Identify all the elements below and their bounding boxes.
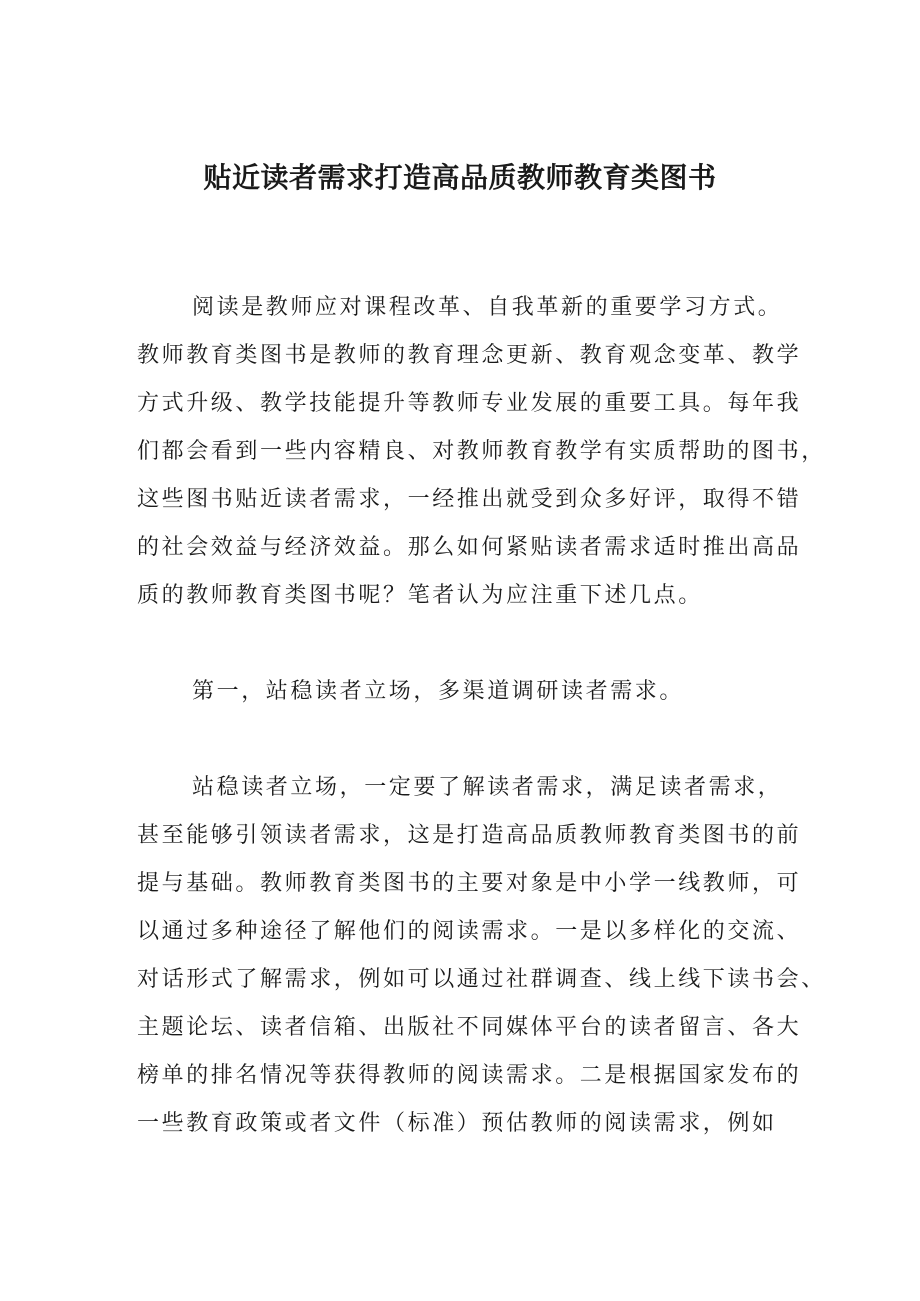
paragraph-1-line-6: 的社会效益与经济效益。那么如何紧贴读者需求适时推出高品: [137, 535, 802, 560]
paragraph-2-line-6: 主题论坛、读者信箱、出版社不同媒体平台的读者留言、各大: [137, 1015, 802, 1040]
paragraph-2-line-4: 以通过多种途径了解他们的阅读需求。一是以多样化的交流、: [137, 919, 802, 944]
paragraph-2-line-1: 站稳读者立场，一定要了解读者需求，满足读者需求，: [192, 775, 783, 800]
paragraph-2-line-2: 甚至能够引领读者需求，这是打造高品质教师教育类图书的前: [137, 823, 802, 848]
paragraph-2-line-3: 提与基础。教师教育类图书的主要对象是中小学一线教师，可: [137, 871, 802, 896]
paragraph-2-line-8: 一些教育政策或者文件（标准）预估教师的阅读需求，例如: [137, 1111, 777, 1136]
paragraph-1-line-7: 质的教师教育类图书呢？笔者认为应注重下述几点。: [137, 583, 703, 608]
paragraph-1-line-4: 们都会看到一些内容精良、对教师教育教学有实质帮助的图书，: [137, 439, 826, 464]
section-1-heading: 第一，站稳读者立场，多渠道调研读者需求。: [192, 679, 685, 704]
paragraph-1-line-1: 阅读是教师应对课程改革、自我革新的重要学习方式。: [192, 295, 783, 320]
paragraph-1-line-3: 方式升级、教学技能提升等教师专业发展的重要工具。每年我: [137, 391, 802, 416]
paragraph-1-line-2: 教师教育类图书是教师的教育理念更新、教育观念变革、教学: [137, 343, 802, 368]
paragraph-2-line-7: 榜单的排名情况等获得教师的阅读需求。二是根据国家发布的: [137, 1063, 802, 1088]
paragraph-1-line-5: 这些图书贴近读者需求，一经推出就受到众多好评，取得不错: [137, 487, 802, 512]
paragraph-2-line-5: 对话形式了解需求，例如可以通过社群调查、线上线下读书会、: [137, 967, 826, 992]
document-title: 贴近读者需求打造高品质教师教育类图书: [203, 161, 717, 194]
